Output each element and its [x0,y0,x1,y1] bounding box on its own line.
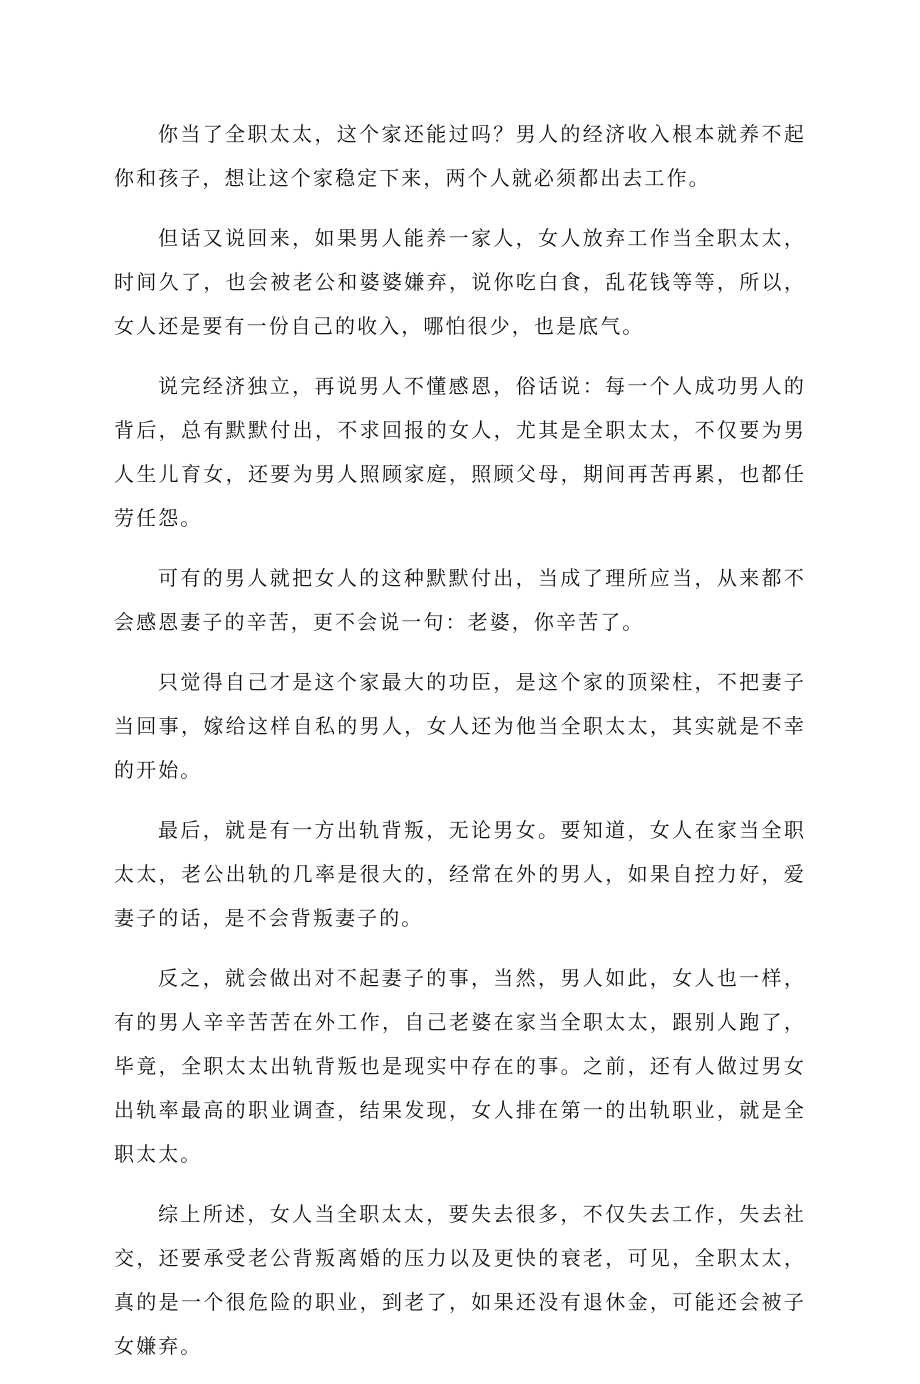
document-body [114,112,806,1384]
paragraph: 只觉得自己才是这个家最大的功臣，是这个家的顶梁柱，不把妻子当回事，嫁给这样自私的男人，女人还为他当全职太太，其实就是不幸的开始。 [114,670,806,782]
paragraph: 可有的男人就把女人的这种默默付出，当成了理所应当，从来都不会感恩妻子的辛苦，更不会说一句：老婆，你辛苦了。 [114,566,806,634]
paragraph: 最后，就是有一方出轨背叛，无论男女。要知道，女人在家当全职太太，老公出轨的几率是很大的，经常在外的男人，如果自控力好，爱妻子的话，是不会背叛妻子的。 [114,818,806,930]
paragraph: 但话又说回来，如果男人能养一家人，女人放弃工作当全职太太，时间久了，也会被老公和婆婆嫌弃，说你吃白食，乱花钱等等，所以，女人还是要有一份自己的收入，哪怕很少，也是底气。 [114,226,806,338]
paragraph: 综上所述，女人当全职太太，要失去很多，不仅失去工作，失去社交，还要承受老公背叛离婚的压力以及更快的衰老，可见，全职太太，真的是一个很危险的职业，到老了，如果还没有退休金，可能还会被子女嫌弃。 [114,1202,806,1358]
paragraph: 你当了全职太太，这个家还能过吗？男人的经济收入根本就养不起你和孩子，想让这个家稳定下来，两个人就必须都出去工作。 [114,122,806,190]
paragraph: 说完经济独立，再说男人不懂感恩，俗话说：每一个人成功男人的背后，总有默默付出，不求回报的女人，尤其是全职太太，不仅要为男人生儿育女，还要为男人照顾家庭，照顾父母，期间再苦再累，也都任劳任怨。 [114,374,806,530]
paragraph: 反之，就会做出对不起妻子的事，当然，男人如此，女人也一样，有的男人辛辛苦苦在外工作，自己老婆在家当全职太太，跟别人跑了，毕竟，全职太太出轨背叛也是现实中存在的事。之前，还有人做过男女出轨率最高的职业调查，结果发现，女人排在第一的出轨职业，就是全职太太。 [114,966,806,1166]
